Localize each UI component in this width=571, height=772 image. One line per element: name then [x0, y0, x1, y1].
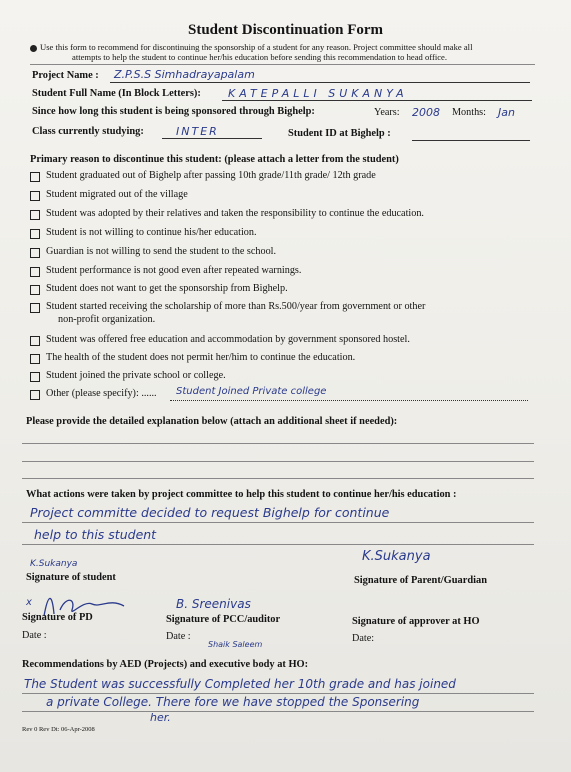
recommend-line-2: [22, 711, 534, 712]
reason-checkbox-7[interactable]: [30, 285, 40, 295]
actions-text-line1[interactable]: Project committe decided to request Bighelp for continue: [30, 505, 390, 520]
duration-label: Since how long this student is being sponsored through Bighelp:: [32, 106, 315, 117]
reason-label-8: Student started receiving the scholarship of more than Rs.500/year from government or other: [46, 301, 426, 312]
other-reason-dotline: [170, 400, 528, 401]
project-name-underline: [110, 82, 530, 83]
student-signature-label: Signature of student: [26, 572, 116, 583]
pd-signature-label: Signature of PD: [22, 612, 93, 623]
reason-heading: Primary reason to discontinue this student: (please attach a letter from the student): [30, 154, 399, 165]
reason-label-2: Student migrated out of the village: [46, 189, 188, 200]
pd-date-label: Date :: [22, 630, 47, 641]
reason-checkbox-1[interactable]: [30, 172, 40, 182]
explanation-line-2[interactable]: [22, 461, 534, 462]
actions-line-1: [22, 522, 534, 523]
intro-text-line1: Use this form to recommend for discontinuing the sponsorship of a student for any reason. Project committee should make all: [30, 42, 472, 52]
recommend-heading: Recommendations by AED (Projects) and executive body at HO:: [22, 659, 309, 670]
reason-checkbox-2[interactable]: [30, 191, 40, 201]
reason-label-12: Other (please specify): ......: [46, 388, 157, 399]
student-name-label: Student Full Name (In Block Letters):: [32, 88, 201, 99]
years-value[interactable]: 2008: [412, 106, 440, 119]
reason-checkbox-5[interactable]: [30, 248, 40, 258]
months-value[interactable]: Jan: [498, 106, 515, 119]
parent-signature-label: Signature of Parent/Guardian: [354, 575, 487, 586]
student-id-label: Student ID at Bighelp :: [288, 128, 391, 139]
project-name-label: Project Name :: [32, 70, 99, 81]
reason-label-3: Student was adopted by their relatives and taken the responsibility to continue the education.: [46, 208, 424, 219]
approver-date-label: Date:: [352, 633, 375, 644]
reason-label-6: Student performance is not good even after repeated warnings.: [46, 265, 302, 276]
pcc-date-mark: Shaik Saleem: [208, 640, 263, 649]
class-label: Class currently studying:: [32, 126, 144, 137]
reason-checkbox-3[interactable]: [30, 210, 40, 220]
reason-label-5: Guardian is not willing to send the student to the school.: [46, 246, 277, 257]
reason-checkbox-8[interactable]: [30, 303, 40, 313]
intro-text-line2: attempts to help the student to continue her/his education before sending this recommendation to head office.: [72, 52, 447, 62]
class-value[interactable]: INTER: [176, 125, 219, 138]
reason-checkbox-11[interactable]: [30, 372, 40, 382]
reason-checkbox-9[interactable]: [30, 336, 40, 346]
divider: [30, 64, 535, 65]
reason-checkbox-12[interactable]: [30, 390, 40, 400]
reason-checkbox-10[interactable]: [30, 354, 40, 364]
revision-footer: Rev 0 Rev Dt: 06-Apr-2008: [22, 726, 95, 733]
recommend-line-1: [22, 693, 534, 694]
years-label: Years:: [374, 107, 400, 118]
pcc-signature-mark: B. Sreenivas: [176, 597, 251, 611]
project-name-value[interactable]: Z.P.S.S Simhadrayapalam: [114, 68, 255, 81]
actions-text-line2[interactable]: help to this student: [34, 527, 157, 542]
pcc-date-label: Date :: [166, 631, 191, 642]
explanation-line-1[interactable]: [22, 443, 534, 444]
pd-signature-mark: x: [26, 597, 32, 608]
student-name-underline: [222, 100, 532, 101]
reason-label-9: Student was offered free education and accommodation by government sponsored hostel.: [46, 334, 410, 345]
student-id-underline[interactable]: [412, 140, 530, 141]
reason-label-4: Student is not willing to continue his/her education.: [46, 227, 257, 238]
recommend-text-line2[interactable]: a private College. There fore we have stopped the Sponsering: [46, 695, 420, 709]
other-reason-value[interactable]: Student Joined Private college: [176, 386, 327, 397]
student-signature-mark: K.Sukanya: [30, 559, 78, 569]
form-title: Student Discontinuation Form: [187, 22, 384, 38]
months-label: Months:: [452, 107, 486, 118]
reason-checkbox-4[interactable]: [30, 229, 40, 239]
bullet-icon: [30, 45, 37, 52]
student-name-value[interactable]: KATEPALLI SUKANYA: [228, 87, 408, 100]
recommend-text-line3[interactable]: her.: [150, 711, 171, 724]
actions-line-2: [22, 544, 534, 545]
class-underline: [162, 138, 262, 139]
parent-signature-mark: K.Sukanya: [362, 549, 431, 564]
reason-checkbox-6[interactable]: [30, 267, 40, 277]
reason-label-10: The health of the student does not permit her/him to continue the education.: [46, 352, 356, 363]
reason-label-7: Student does not want to get the sponsorship from Bighelp.: [46, 283, 288, 294]
explanation-line-3[interactable]: [22, 478, 534, 479]
actions-heading: What actions were taken by project committee to help this student to continue her/his education :: [26, 489, 457, 500]
explanation-heading: Please provide the detailed explanation below (attach an additional sheet if needed):: [26, 416, 398, 427]
reason-label-8-cont: non-profit organization.: [58, 314, 156, 325]
approver-signature-label: Signature of approver at HO: [352, 616, 480, 627]
recommend-text-line1[interactable]: The Student was successfully Completed her 10th grade and has joined: [24, 677, 456, 691]
reason-label-11: Student joined the private school or college.: [46, 370, 226, 381]
pcc-signature-label: Signature of PCC/auditor: [166, 614, 281, 625]
reason-label-1: Student graduated out of Bighelp after passing 10th grade/11th grade/ 12th grade: [46, 170, 376, 181]
